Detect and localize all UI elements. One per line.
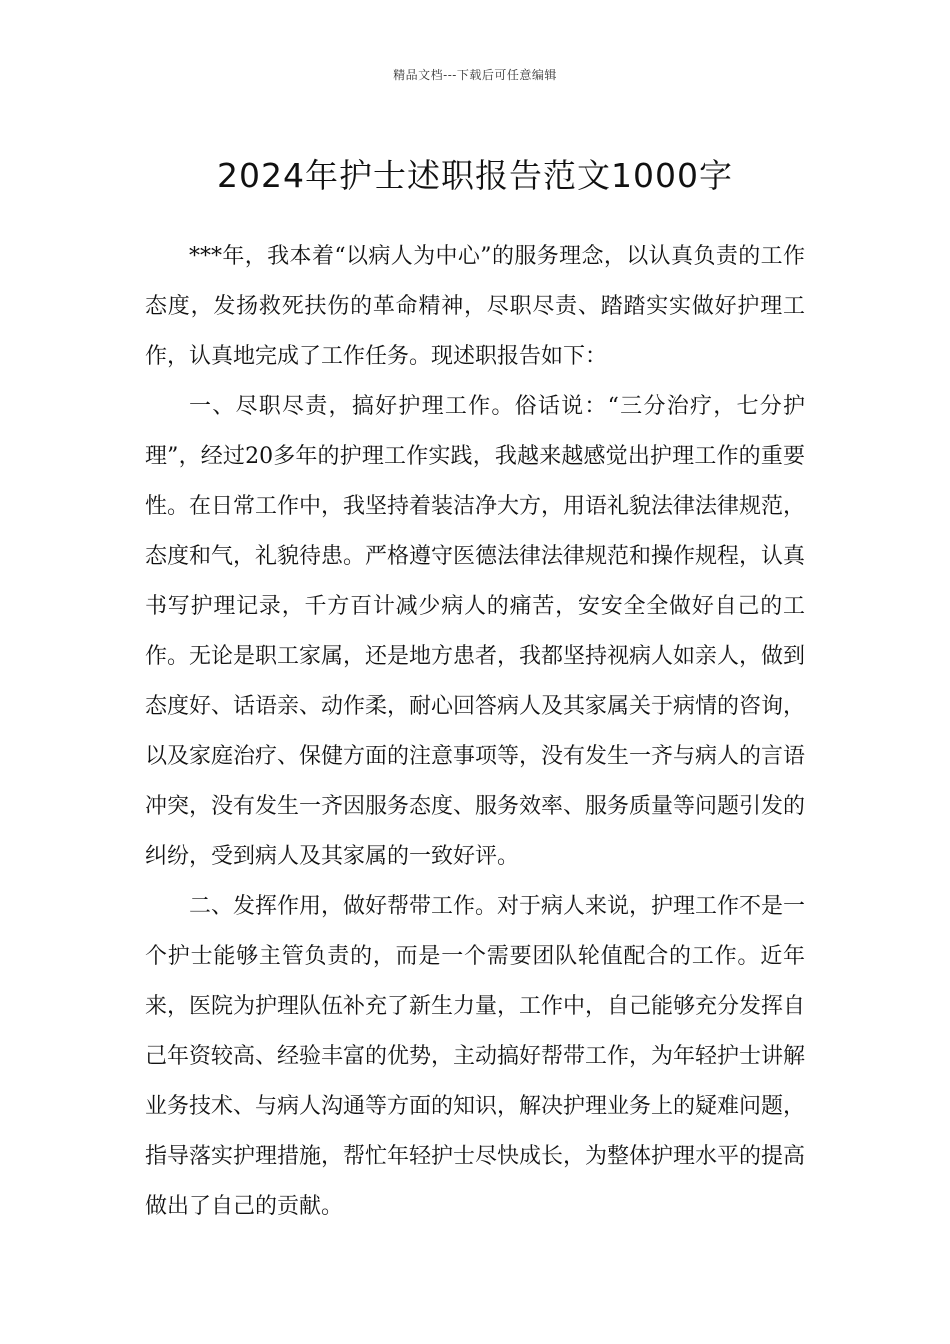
document-body [145, 232, 805, 1232]
paragraph-intro: ***年，我本着“以病人为中心”的服务理念，以认真负责的工作态度，发扬救死扶伤的革命精神，尽职尽责、踏踏实实做好护理工作，认真地完成了工作任务。现述职报告如下： [145, 244, 805, 369]
paragraph-section-2: 二、发挥作用，做好帮带工作。对于病人来说，护理工作不是一个护士能够主管负责的，而是一个需要团队轮值配合的工作。近年来，医院为护理队伍补充了新生力量，工作中，自己能够充分发挥自己年资较高、经验丰富的优势，主动搞好帮带工作，为年轻护士讲解业务技术、与病人沟通等方面的知识，解决护理业务上的疑难问题，指导落实护理措施，帮忙年轻护士尽快成长，为整体护理水平的提高做出了自己的贡献。 [145, 894, 806, 1219]
document-title: 2024年护士述职报告范文1000字 [217, 156, 733, 196]
paragraph-section-1: 一、尽职尽责，搞好护理工作。俗话说：“三分治疗，七分护理”，经过20多年的护理工作实践，我越来越感觉出护理工作的重要性。在日常工作中，我坚持着装洁净大方，用语礼貌法律法律规范，态度和气，礼貌待患。严格遵守医德法律法律规范和操作规程，认真书写护理记录，千方百计减少病人的痛苦，安安全全做好自己的工作。无论是职工家属，还是地方患者，我都坚持视病人如亲人，做到态度好、话语亲、动作柔，耐心回答病人及其家属关于病情的咨询，以及家庭治疗、保健方面的注意事项等，没有发生一齐与病人的言语冲突，没有发生一齐因服务态度、服务效率、服务质量等问题引发的纠纷，受到病人及其家属的一致好评。 [145, 394, 806, 869]
header-note: 精品文档---下载后可任意编辑 [393, 68, 557, 82]
